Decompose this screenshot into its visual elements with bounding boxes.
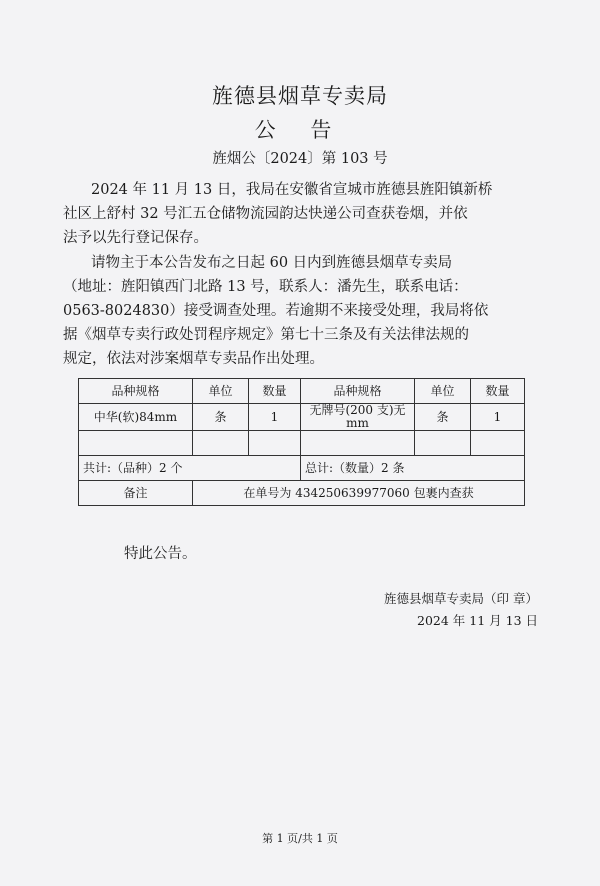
table-cell (193, 431, 249, 456)
seized-items-table (78, 378, 525, 506)
remark-value-cell: 在单号为 434250639977060 包裹内查获 (193, 481, 525, 506)
signature-block (384, 588, 538, 632)
document-type-title: 公 告 (254, 118, 346, 142)
total-quantity-cell: 总计:（数量）2 条 (301, 456, 525, 481)
header-cell: 数量 (249, 379, 301, 404)
paragraph-instructions (63, 251, 503, 371)
closing-text: 特此公告。 (124, 546, 197, 562)
table-cell: 1 (471, 404, 525, 431)
paragraph-line: 2024 年 11 月 13 日，我局在安徽省宣城市旌德县旌阳镇新桥 (91, 182, 493, 198)
table-remark-row (79, 481, 525, 506)
table-cell (471, 431, 525, 456)
agency-title: 旌德县烟草专卖局 (212, 84, 388, 108)
paragraph-line: 据《烟草专卖行政处罚程序规定》第七十三条及有关法律法规的 (63, 327, 469, 343)
header-cell: 单位 (415, 379, 471, 404)
paragraph-line: 请物主于本公告发布之日起 60 日内到旌德县烟草专卖局 (91, 255, 453, 271)
header-cell: 数量 (471, 379, 525, 404)
table-cell: 1 (249, 404, 301, 431)
table-cell (301, 431, 415, 456)
header-cell: 品种规格 (79, 379, 193, 404)
table-cell: 中华(软)84mm (79, 404, 193, 431)
table-row (79, 404, 525, 431)
total-kinds-cell: 共计:（品种）2 个 (79, 456, 301, 481)
table-cell (249, 431, 301, 456)
table-header-row (79, 379, 525, 404)
table-cell: 条 (193, 404, 249, 431)
paragraph-line: 规定，依法对涉案烟草专卖品作出处理。 (63, 351, 324, 367)
table-cell (79, 431, 193, 456)
table-totals-row (79, 456, 525, 481)
table-cell (415, 431, 471, 456)
header-cell: 品种规格 (301, 379, 415, 404)
paragraph-line: 社区上舒村 32 号汇五仓储物流园韵达快递公司查获卷烟，并依 (63, 206, 468, 222)
table-cell: 条 (415, 404, 471, 431)
table-row (79, 431, 525, 456)
paragraph-line: 0563-8024830）接受调查处理。若逾期不来接受处理，我局将依 (63, 303, 489, 319)
signature-agency: 旌德县烟草专卖局（印 章） (384, 591, 538, 606)
paragraph-line: （地址：旌阳镇西门北路 13 号，联系人：潘先生，联系电话： (63, 279, 468, 295)
paragraph-line: 法予以先行登记保存。 (63, 230, 208, 246)
signature-date: 2024 年 11 月 13 日 (417, 613, 538, 628)
remark-label-cell: 备注 (79, 481, 193, 506)
document-number: 旌烟公〔2024〕第 103 号 (212, 151, 388, 167)
table-cell: 无牌号(200 支)无mm (301, 404, 415, 431)
paragraph-seizure (63, 178, 503, 250)
header-cell: 单位 (193, 379, 249, 404)
page-footer: 第 1 页/共 1 页 (262, 832, 338, 845)
